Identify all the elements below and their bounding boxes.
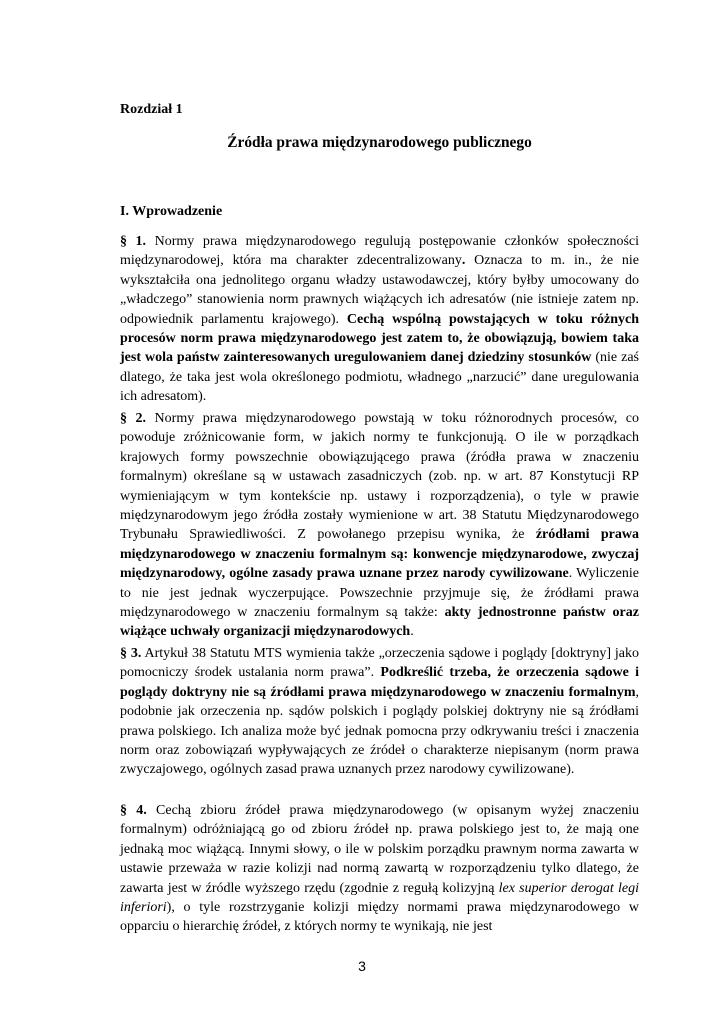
bold-text: Podkreślić trzeba, że orzeczenia sądowe i poglądy doktryny nie są źródłami prawa międzynarodowego w znaczeniu formalnym	[120, 665, 639, 700]
paragraph-3	[120, 644, 639, 780]
bold-text: Cechą wspólną powstających w toku różnych procesów norm prawa międzynarodowego jest zatem to, że obowiązują, bowiem taka jest wola państw zainteresowanych uregulowaniem danej dziedziny stosunków	[120, 311, 639, 366]
paragraph-text: , podobnie jak orzeczenia np. sądów polskich i poglądy polskiej doktryny nie są źródłami prawa polskiego. Ich analiza może być jednak pomocna przy odkrywaniu treści i znaczenia norm oraz zobowiązań wypływających ze źródeł o charakterze niepisanym (norm prawa zwyczajowego, ogólnych zasad prawa uznanych przez narodowy cywilizowane).	[120, 684, 639, 778]
bold-text: § 1.	[120, 234, 147, 249]
paragraph-text: (nie zaś dlatego, że taka jest wola określonego podmiotu, władnego „narzucić” dane uregulowania ich adresatom).	[120, 350, 639, 405]
paragraph-text: Normy prawa międzynarodowego powstają w toku różnorodnych procesów, co powoduje zróżnicowanie form, w jakich normy te funkcjonują. O ile w porządkach krajowych formy powszechnie obowiązującego prawa (źródła prawa w znaczeniu formalnym) określane są w ustawach zasadniczych (zob. np. w art. 87 Konstytucji RP wymieniającym w tym kontekście np. ustawy i rozporządzenia), o tyle w prawie międzynarodowym jego źródła zostały wymienione w art. 38 Statutu Międzynarodowego Trybunału Sprawiedliwości. Z powołanego przepisu wynika, że	[120, 411, 639, 543]
page-number: 3	[358, 958, 366, 974]
paragraph-4	[120, 801, 639, 937]
paragraph-text: Normy prawa międzynarodowego regulują postępowanie członków społeczności międzynarodowej, która ma charakter zdecentralizowany	[120, 234, 640, 269]
bold-text: .	[461, 253, 466, 269]
paragraph-1	[120, 232, 639, 407]
bold-text: § 2.	[120, 411, 147, 426]
bold-text: źródłami prawa międzynarodowego w znaczeniu formalnym są: konwencje międzynarodowe, zwyczaj międzynarodowy, ogólne zasady prawa uznane przez narody cywilizowane	[120, 527, 639, 582]
paragraph-text: . Wyliczenie to nie jest jednak wyczerpujące. Powszechnie przyjmuje się, że źródłami prawa międzynarodowego w znaczeniu formalnym są także:	[120, 566, 639, 621]
bold-text: § 4.	[120, 803, 147, 818]
paragraph-text: Artykuł 38 Statutu MTS wymienia także „orzeczenia sądowe i poglądy [doktryny] jako pomocniczy środek ustalania norm prawa”.	[120, 646, 640, 681]
bold-text: § 3.	[120, 646, 142, 661]
chapter-label: Rozdział 1	[120, 102, 183, 117]
bold-text: akty jednostronne państw oraz wiążące uchwały organizacji międzynarodowych	[120, 605, 639, 640]
paragraph-text: ), o tyle rozstrzyganie kolizji między normami prawa międzynarodowego w opparciu o hierarchię źródeł, z których normy te wynikają, nie jest	[120, 900, 639, 935]
chapter-title: Źródła prawa międzynarodowego publicznego	[227, 134, 532, 151]
paragraph-2	[120, 409, 639, 642]
italic-text: lex superior derogat legi inferiori	[120, 880, 639, 916]
paragraph-text: .	[410, 624, 414, 640]
paragraph-text: Oznacza to m. in., że nie wykształciła ona jednolitego organu władzy ustawodawczej, który byłby umocowany do „władczego” stanowienia norm prawnych wiążących ich adresatów (nie istnieje zatem np. odpowiednik parlamentu krajowego).	[120, 253, 639, 327]
section-heading: I. Wprowadzenie	[120, 204, 223, 219]
paragraph-text: Cechą zbioru źródeł prawa międzynarodowego (w opisanym wyżej znaczeniu formalnym) odróżniającą go od zbioru źródeł np. prawa polskiego jest to, że mają one jednaką moc wiążącą. Innymi słowy, o ile w polskim porządku prawnym norma zawarta w ustawie przeważa w razie kolizji nad normą zawartą w rozporządzeniu tylko dlatego, że zawarta jest w źródle wyższego rzędu (zgodnie z regułą kolizyjną	[120, 803, 640, 896]
